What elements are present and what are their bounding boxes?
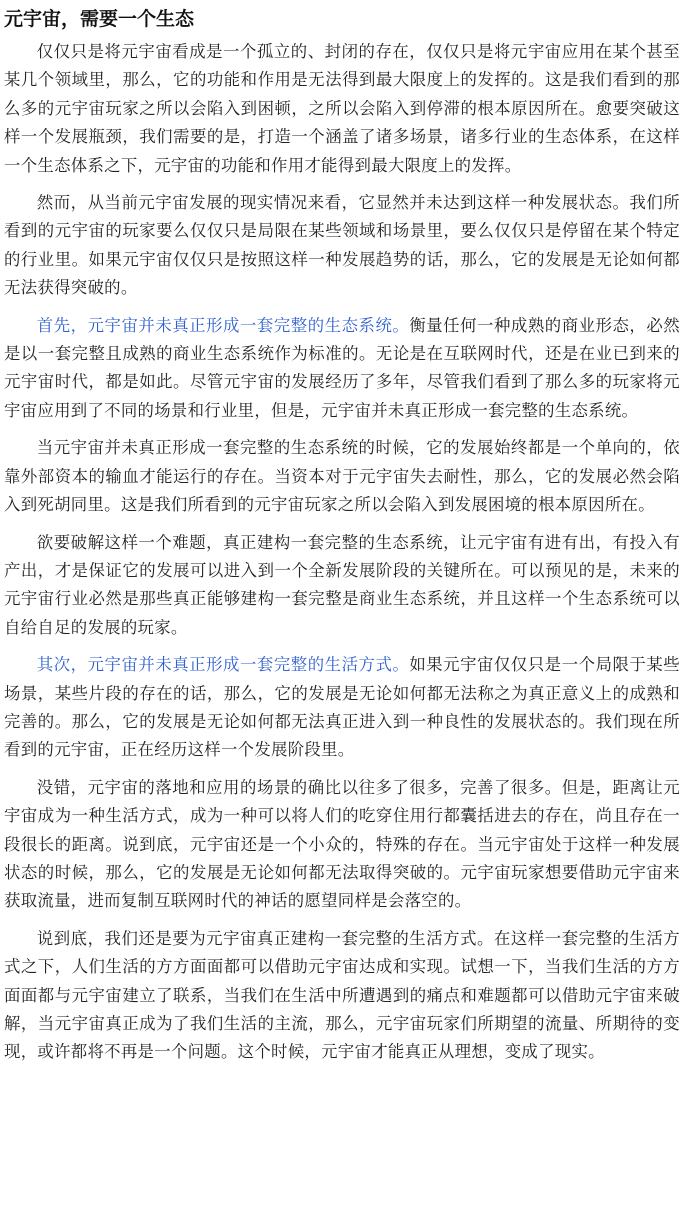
paragraph-text: 如果元宇宙仅仅只是一个局限于某些场景，某些片段的存在的话，那么，它的发展是无论如何都无法称之为真正意义上的成熟和完善的。那么，它的发展是无论如何都无法真正进入到一种良性的发展状态的。我们现在所看到的元宇宙，正在经历这样一个发展阶段里。 [4,655,680,760]
paragraph-1 [4,38,680,180]
paragraph-text: 说到底，我们还是要为元宇宙真正建构一套完整的生活方式。在这样一套完整的生活方式之下，人们生活的方方面面都可以借助元宇宙达成和实现。试想一下，当我们生活的方方面面都与元宇宙建立了联系，当我们在生活中所遭遇到的痛点和难题都可以借助元宇宙来破解，当元宇宙真正成为了我们生活的主流，那么，元宇宙玩家们所期望的流量、所期待的变现，或许都将不再是一个问题。这个时候，元宇宙才能真正从理想，变成了现实。 [4,928,680,1062]
paragraph-8 [4,925,680,1067]
paragraph-3 [4,312,680,426]
paragraph-6 [4,651,680,765]
paragraph-4 [4,434,680,519]
article-title: 元宇宙，需要一个生态 [4,8,195,30]
paragraph-text: 当元宇宙并未真正形成一套完整的生态系统的时候，它的发展始终都是一个单向的，依靠外部资本的输血才能运行的存在。当资本对于元宇宙失去耐性，那么，它的发展必然会陷入到死胡同里。这是我们所看到的元宇宙玩家之所以会陷入到发展困境的根本原因所在。 [4,438,680,515]
paragraph-7 [4,774,680,916]
highlight-heading: 首先，元宇宙并未真正形成一套完整的生态系统。 [36,315,410,335]
paragraph-text: 然而，从当前元宇宙发展的现实情况来看，它显然并未达到这样一种发展状态。我们所看到的元宇宙的玩家要么仅仅只是局限在某些领域和场景里，要么仅仅只是停留在某个特定的行业里。如果元宇宙仅仅只是按照这样一种发展趋势的话，那么，它的发展是无论如何都无法获得突破的。 [4,193,680,298]
highlight-heading: 其次，元宇宙并未真正形成一套完整的生活方式。 [36,655,410,675]
paragraph-5 [4,529,680,643]
paragraph-2 [4,189,680,303]
paragraph-text: 没错，元宇宙的落地和应用的场景的确比以往多了很多，完善了很多。但是，距离让元宇宙成为一种生活方式，成为一种可以将人们的吃穿住用行都囊括进去的存在，尚且存在一段很长的距离。说到底，元宇宙还是一个小众的，特殊的存在。当元宇宙处于这样一种发展状态的时候，那么，它的发展是无论如何都无法取得突破的。元宇宙玩家想要借助元宇宙来获取流量，进而复制互联网时代的神话的愿望同样是会落空的。 [4,777,680,911]
paragraph-text: 衡量任何一种成熟的商业形态，必然是以一套完整且成熟的商业生态系统作为标准的。无论是在互联网时代，还是在业已到来的元宇宙时代，都是如此。尽管元宇宙的发展经历了多年，尽管我们看到了那么多的玩家将元宇宙应用到了不同的场景和行业里，但是，元宇宙并未真正形成一套完整的生态系统。 [4,315,680,420]
paragraph-text: 欲要破解这样一个难题，真正建构一套完整的生态系统，让元宇宙有进有出，有投入有产出，才是保证它的发展可以进入到一个全新发展阶段的关键所在。可以预见的是，未来的元宇宙行业必然是那些真正能够建构一套完整是商业生态系统，并且这样一个生态系统可以自给自足的发展的玩家。 [4,532,680,637]
paragraph-text: 仅仅只是将元宇宙看成是一个孤立的、封闭的存在，仅仅只是将元宇宙应用在某个甚至某几个领域里，那么，它的功能和作用是无法得到最大限度上的发挥的。这是我们看到的那么多的元宇宙玩家之所以会陷入到困顿，之所以会陷入到停滞的根本原因所在。愈要突破这样一个发展瓶颈，我们需要的是，打造一个涵盖了诸多场景，诸多行业的生态体系，在这样一个生态体系之下，元宇宙的功能和作用才能得到最大限度上的发挥。 [4,42,680,175]
